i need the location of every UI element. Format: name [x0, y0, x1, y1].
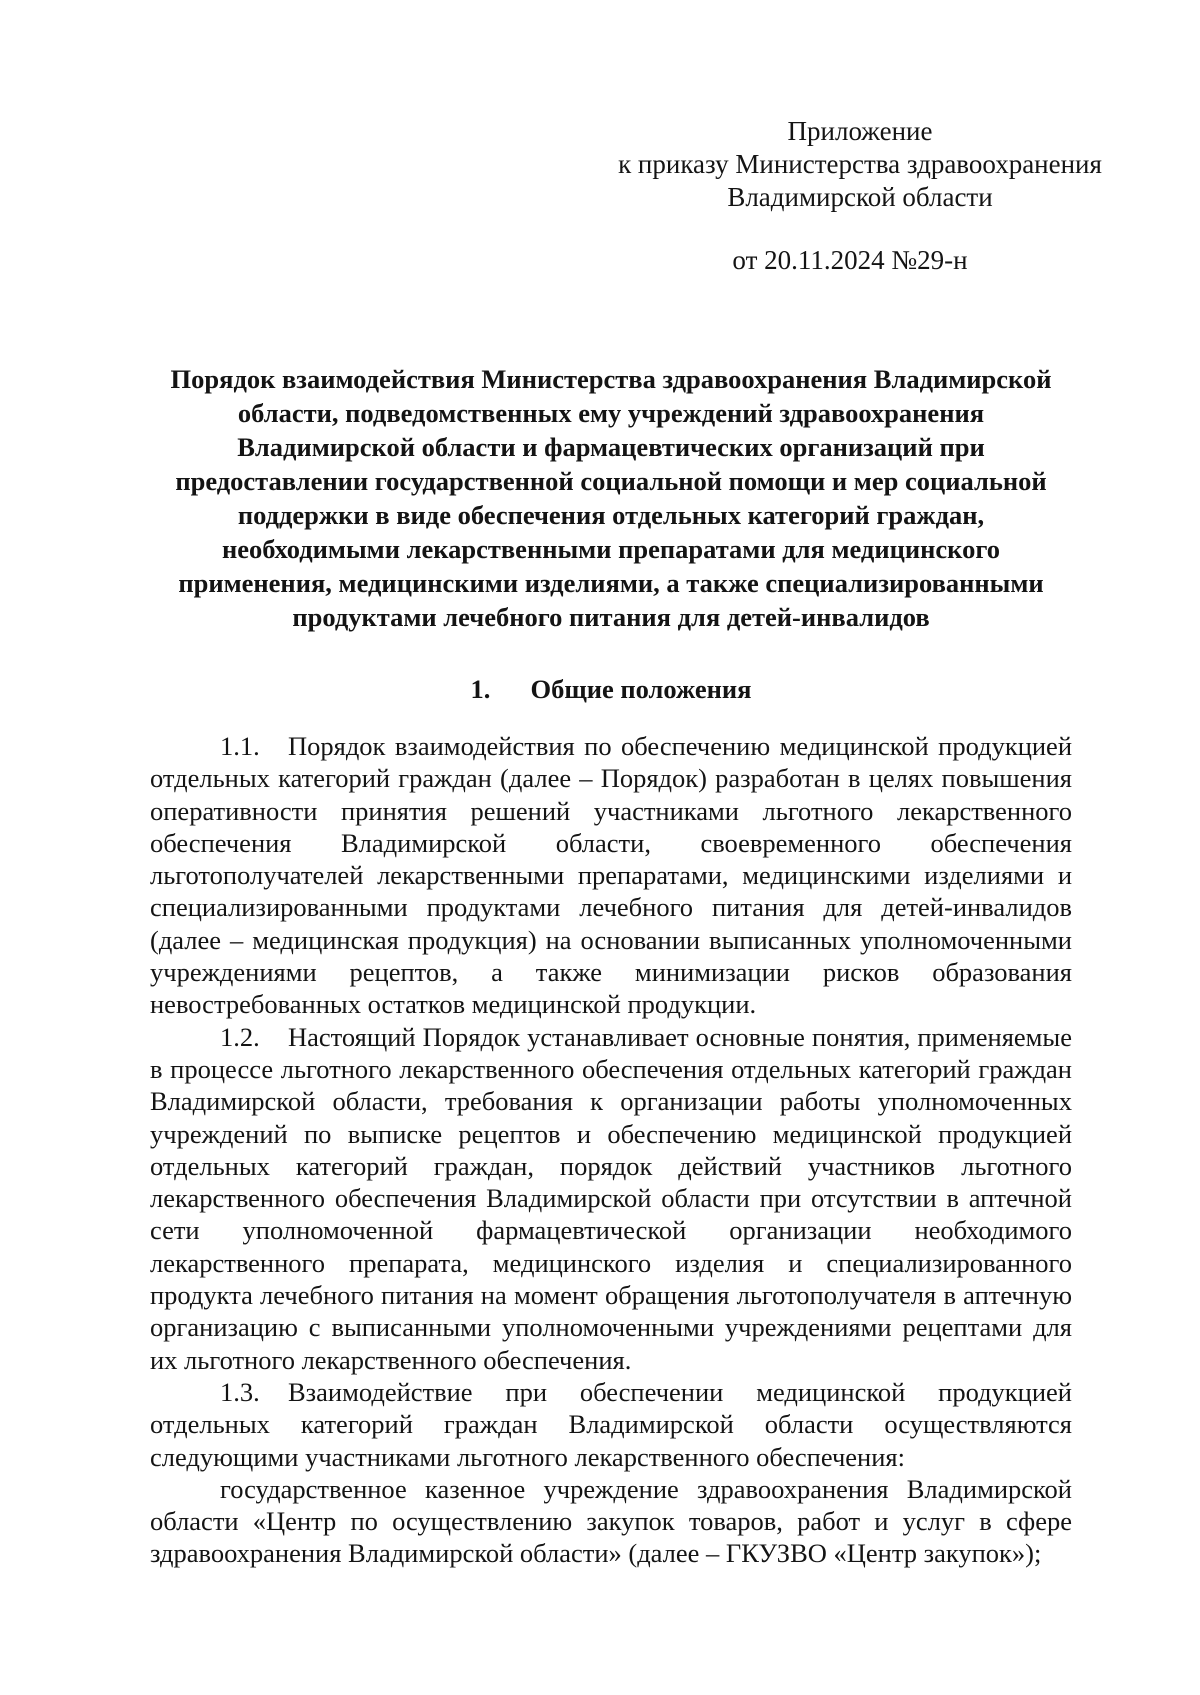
paragraph-text: Взаимодействие при обеспечении медицинской продукцией отдельных категорий граждан Владимирской области осуществляются следующими участниками льготного лекарственного обеспечения: — [150, 1376, 1072, 1472]
document-body — [150, 730, 1072, 1570]
section-number: 1. — [470, 674, 491, 704]
paragraph-number: 1.2. — [220, 1021, 260, 1052]
paragraph-text: Настоящий Порядок устанавливает основные понятия, применяемые в процессе льготного лекарственного обеспечения отдельных категорий граждан Владимирской области, требования к организации работы уполномоченных учреждений по выписке рецептов и обеспечению медицинской продукцией отдельных категорий граждан, порядок действий участников льготного лекарственного обеспечения Владимирской области при отсутствии в аптечной сети уполномоченной фармацевтической организации необходимого лекарственного препарата, медицинского изделия и специализированного продукта лечебного питания на момент обращения льготополучателя в аптечную организацию с выписанными уполномоченными учреждениями рецептами для их льготного лекарственного обеспечения. — [150, 1021, 1072, 1375]
document-title: Порядок взаимодействия Министерства здравоохранения Владимирской области, подведомственных ему учреждений здравоохранения Владимирской области и фармацевтических организаций при предоставлении государственной социальной помощи и мер социальной поддержки в виде обеспечения отдельных категорий граждан, необходимыми лекарственными препаратами для медицинского применения, медицинскими изделиями, а также специализированными продуктами лечебного питания для детей-инвалидов — [170, 364, 1052, 632]
order-date-number: от 20.11.2024 №29-н — [732, 245, 968, 275]
appendix-header — [560, 115, 1160, 277]
participant-list-item: государственное казенное учреждение здравоохранения Владимирской области «Центр по осуществлению закупок товаров, работ и услуг в сфере здравоохранения Владимирской области» (далее – ГКУЗВО «Центр закупок»); — [150, 1473, 1072, 1569]
paragraph-text: Порядок взаимодействия по обеспечению медицинской продукцией отдельных категорий граждан (далее – Порядок) разработан в целях повышения оперативности принятия решений участниками льготного лекарственного обеспечения Владимирской области, своевременного обеспечения льготополучателей лекарственными препаратами, медицинскими изделиями и специализированными продуктами лечебного питания для детей-инвалидов (далее – медицинская продукция) на основании выписанных уполномоченными учреждениями рецептов, а также минимизации рисков образования невостребованных остатков медицинской продукции. — [150, 731, 1072, 1020]
section-title: Общие положения — [530, 674, 752, 704]
paragraph-1-1 — [150, 730, 1072, 1021]
paragraph-number: 1.1. — [220, 731, 260, 761]
order-reference: к приказу Министерства здравоохранения — [618, 149, 1102, 179]
section-heading — [150, 672, 1072, 706]
appendix-label: Приложение — [787, 116, 933, 146]
paragraph-1-3 — [150, 1376, 1072, 1473]
paragraph-1-2 — [150, 1021, 1072, 1376]
paragraph-number: 1.3. — [220, 1376, 260, 1407]
region-name: Владимирской области — [727, 182, 993, 212]
